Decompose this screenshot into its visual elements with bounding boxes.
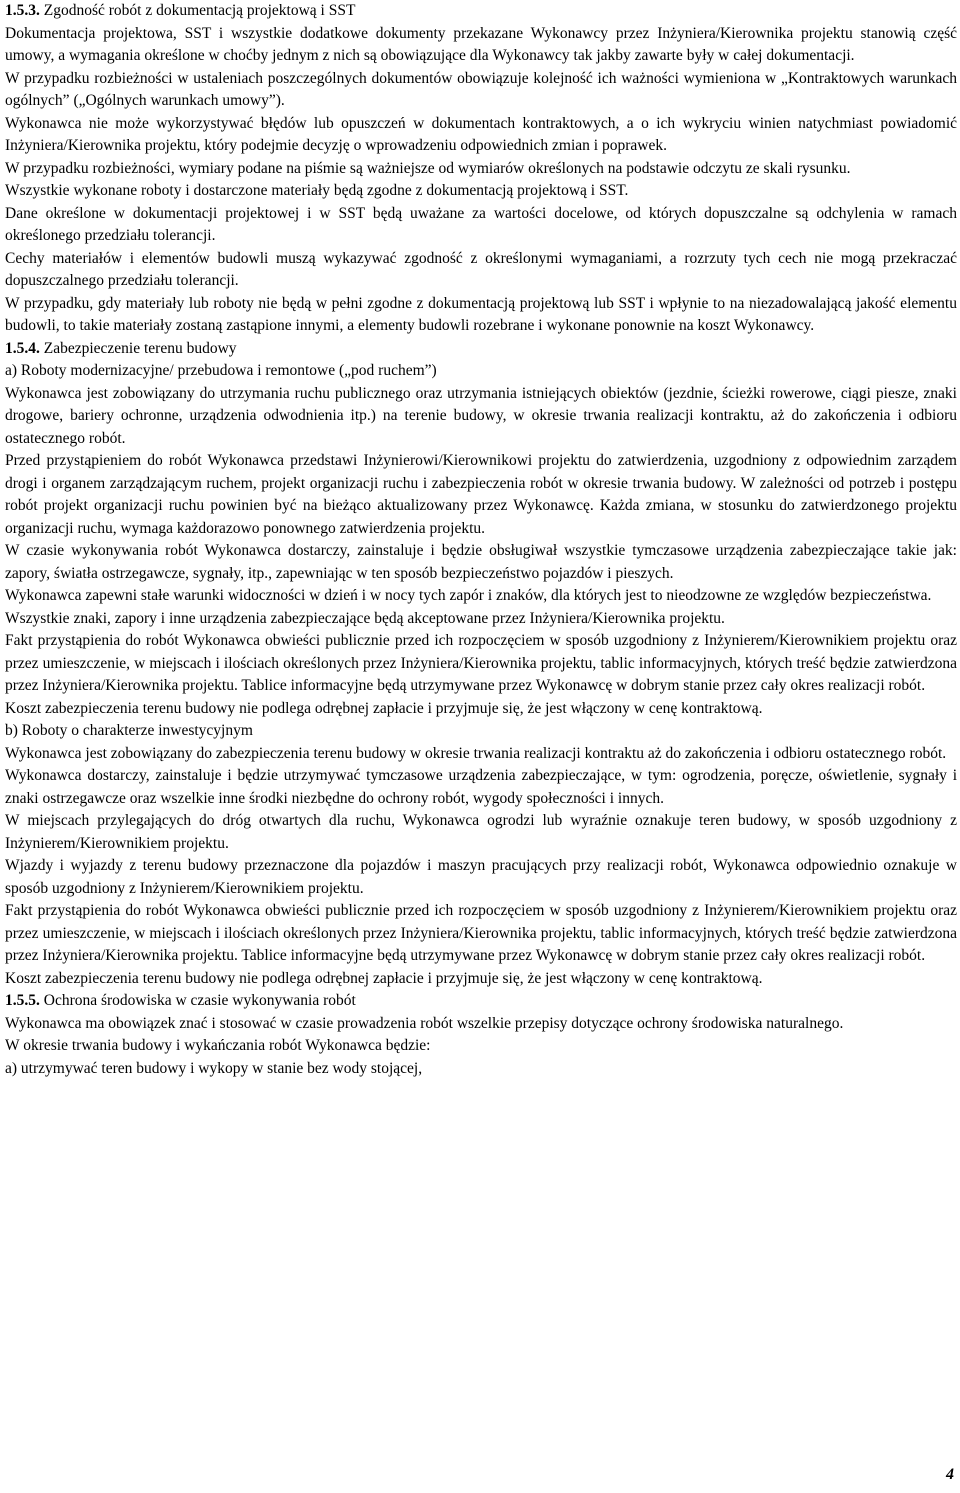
section-heading xyxy=(5,990,957,1013)
paragraph: Wykonawca nie może wykorzystywać błędów lub opuszczeń w dokumentach kontraktowych, a o ich wykryciu winien natychmiast powiadomić Inżyniera/Kierownika projektu, który podejmie decyzję o wprowadzeniu odpowiednich zmian i poprawek. xyxy=(5,114,957,154)
paragraph: Wszystkie wykonane roboty i dostarczone materiały będą zgodne z dokumentacją projektową i SST. xyxy=(5,182,629,199)
section-1-5-3 xyxy=(5,0,957,338)
section-number: 1.5.4. xyxy=(5,339,40,357)
section-title: Ochrona środowiska w czasie wykonywania robót xyxy=(39,992,356,1009)
paragraph: Dane określone w dokumentacji projektowej i w SST będą uważane za wartości docelowe, od których dopuszczalne są odchylenia w ramach określonego przedziału tolerancji. xyxy=(5,204,957,244)
subsection-heading: a) Roboty modernizacyjne/ przebudowa i remontowe („pod ruchem”) xyxy=(5,362,437,379)
section-number: 1.5.5. xyxy=(5,992,40,1009)
section-heading xyxy=(5,0,957,23)
paragraph: Wykonawca ma obowiązek znać i stosować w czasie prowadzenia robót wszelkie przepisy dotyczące ochrony środowiska naturalnego. xyxy=(5,1014,844,1032)
paragraph: Koszt zabezpieczenia terenu budowy nie podlega odrębnej zapłacie i przyjmuje się, że jest włączony w cenę kontraktową. xyxy=(5,699,763,717)
section-heading xyxy=(5,338,957,361)
paragraph: Wjazdy i wyjazdy z terenu budowy przeznaczone dla pojazdów i maszyn pracujących przy realizacji robót, Wykonawca odpowiednio oznakuje w sposób uzgodniony z Inżynierem/Kierownikiem projektu. xyxy=(5,857,957,897)
paragraph: W miejscach przylegających do dróg otwartych dla ruchu, Wykonawca ogrodzi lub wyraźnie oznakuje teren budowy, w sposób uzgodniony z Inżynierem/Kierownikiem projektu. xyxy=(5,812,957,852)
page-number: 4 xyxy=(946,1466,954,1483)
list-item: a) utrzymywać teren budowy i wykopy w stanie bez wody stojącej, xyxy=(5,1059,423,1077)
paragraph: W przypadku, gdy materiały lub roboty nie będą w pełni zgodne z dokumentacją projektową lub SST i wpłynie to na niezadowalającą jakość elementu budowli, to takie materiały zostaną zastąpione innymi, a elementy budowli rozebrane i wykonane ponownie na koszt Wykonawcy. xyxy=(5,294,957,334)
paragraph: Wykonawca dostarczy, zainstaluje i będzie utrzymywać tymczasowe urządzenia zabezpieczające, w tym: ogrodzenia, poręcze, oświetlenie, sygnały i znaki ostrzegawcze oraz wszelkie inne środki niezbędne do ochrony robót, wygody społeczności i innych. xyxy=(5,767,957,807)
paragraph: W okresie trwania budowy i wykańczania robót Wykonawca będzie: xyxy=(5,1037,431,1054)
paragraph: Koszt zabezpieczenia terenu budowy nie podlega odrębnej zapłacie i przyjmuje się, że jest włączony w cenę kontraktową. xyxy=(5,969,763,987)
paragraph: W przypadku rozbieżności w ustaleniach poszczególnych dokumentów obowiązuje kolejność ich ważności wymieniona w „Kontraktowych warunkach ogólnych” („Ogólnych warunkach umowy”). xyxy=(5,69,957,109)
paragraph: Cechy materiałów i elementów budowli muszą wykazywać zgodność z określonymi wymaganiami, a rozrzuty tych cech nie mogą przekraczać dopuszczalnego przedziału tolerancji. xyxy=(5,249,957,289)
section-1-5-5 xyxy=(5,990,957,1080)
document-page xyxy=(5,0,957,1080)
paragraph: W przypadku rozbieżności, wymiary podane na piśmie są ważniejsze od wymiarów określonych na podstawie odczytu ze skali rysunku. xyxy=(5,159,851,177)
paragraph: Wszystkie znaki, zapory i inne urządzenia zabezpieczające będą akceptowane przez Inżyniera/Kierownika projektu. xyxy=(5,609,725,627)
paragraph: Dokumentacja projektowa, SST i wszystkie dodatkowe dokumenty przekazane Wykonawcy przez Inżyniera/Kierownika projektu stanowią część umowy, a wymagania określone w choćby jednym z nich są obowiązujące dla Wykonawcy tak jakby zawarte były w całej dokumentacji. xyxy=(5,24,957,64)
section-title: Zgodność robót z dokumentacją projektową i SST xyxy=(39,2,356,19)
paragraph: W czasie wykonywania robót Wykonawca dostarczy, zainstaluje i będzie obsługiwał wszystkie tymczasowe urządzenia zabezpieczające takie jak: zapory, światła ostrzegawcze, sygnały, itp., zapewniając w ten sposób bezpieczeństwo pojazdów i pieszych. xyxy=(5,542,957,582)
section-title: Zabezpieczenie terenu budowy xyxy=(39,339,237,357)
paragraph: Przed przystąpieniem do robót Wykonawca przedstawi Inżynierowi/Kierownikowi projektu do zatwierdzenia, uzgodniony z odpowiednim zarządem drogi i organem zarządzającym ruchem, projekt organizacji ruchu i zabezpieczenia robót w okresie trwania budowy. W zależności od potrzeb i postępu robót projekt organizacji ruchu powinien być na bieżąco aktualizowany przez Wykonawcę. Każda zmiana, w stosunku do zatwierdzonego projektu organizacji ruchu, wymaga każdorazowo ponownego zatwierdzenia projektu. xyxy=(5,452,957,537)
paragraph: Fakt przystąpienia do robót Wykonawca obwieści publicznie przed ich rozpoczęciem w sposób uzgodniony z Inżynierem/Kierownikiem projektu oraz przez umieszczenie, w miejscach i ilościach określonych przez Inżyniera/Kierownika projektu, tablic informacyjnych, których treść będzie zatwierdzona przez Inżyniera/Kierownika projektu. Tablice informacyjne będą utrzymywane przez Wykonawcę w dobrym stanie przez cały okres realizacji robót. xyxy=(5,902,957,964)
paragraph: Wykonawca jest zobowiązany do zabezpieczenia terenu budowy w okresie trwania realizacji kontraktu aż do zakończenia i odbioru ostatecznego robót. xyxy=(5,744,947,762)
section-1-5-4 xyxy=(5,338,957,991)
paragraph: Wykonawca zapewni stałe warunki widoczności w dzień i w nocy tych zapór i znaków, dla których jest to nieodzowne ze względów bezpieczeństwa. xyxy=(5,587,932,604)
paragraph: Wykonawca jest zobowiązany do utrzymania ruchu publicznego oraz utrzymania istniejących obiektów (jezdnie, ścieżki rowerowe, ciągi piesze, znaki drogowe, bariery ochronne, urządzenia odwodnienia itp.) na terenie budowy, w okresie trwania realizacji kontraktu, aż do zakończenia i odbioru ostatecznego robót. xyxy=(5,384,957,447)
paragraph: Fakt przystąpienia do robót Wykonawca obwieści publicznie przed ich rozpoczęciem w sposób uzgodniony z Inżynierem/Kierownikiem projektu oraz przez umieszczenie, w miejscach i ilościach określonych przez Inżyniera/Kierownika projektu, tablic informacyjnych, których treść będzie zatwierdzona przez Inżyniera/Kierownika projektu. Tablice informacyjne będą utrzymywane przez Wykonawcę w dobrym stanie przez cały okres realizacji robót. xyxy=(5,632,957,694)
section-number: 1.5.3. xyxy=(5,2,40,19)
subsection-heading: b) Roboty o charakterze inwestycyjnym xyxy=(5,722,253,739)
